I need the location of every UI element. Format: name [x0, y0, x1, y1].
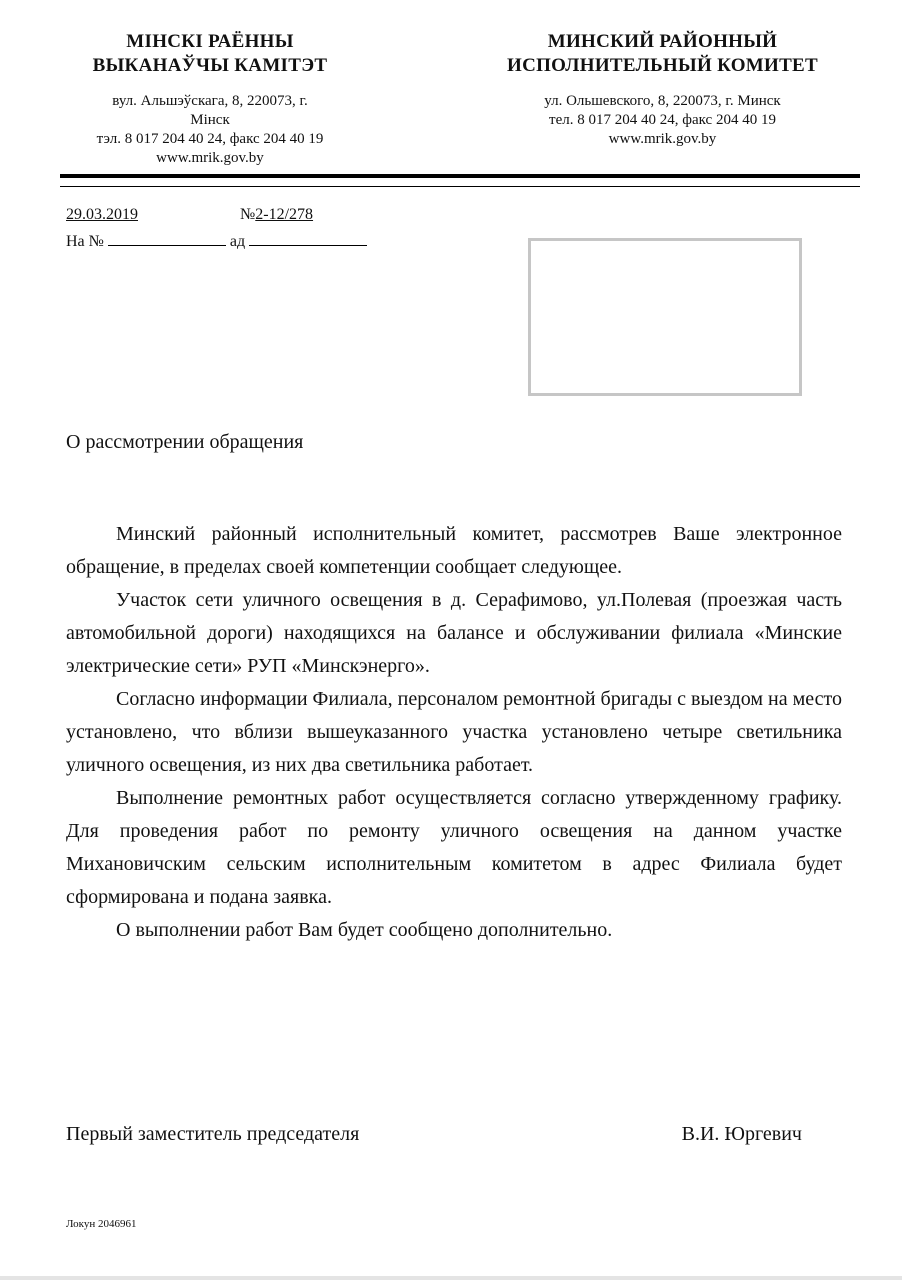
header-divider-thick — [60, 174, 860, 178]
header-divider-thin — [60, 186, 860, 187]
phone-by: тэл. 8 017 204 40 24, факс 204 40 19 — [96, 131, 324, 147]
document-date: 29.03.2019 — [66, 206, 138, 223]
signer-position: Первый заместитель председателя — [66, 1123, 360, 1145]
addressee-box — [528, 238, 802, 396]
address-by-line2: Мінск — [190, 112, 230, 128]
paragraph: О выполнении работ Вам будет сообщено дополнительно. — [116, 919, 613, 941]
reference-line — [66, 231, 367, 252]
paragraph: Выполнение ремонтных работ осуществляется согласно утвержденному графику. Для проведения работ по ремонту уличного освещения на данном участке Михановичским сельским исполнительным комитетом в адрес Филиала будет сформирована и подана заявка. — [66, 787, 842, 908]
org-title-ru-line1: МИНСКИЙ РАЙОННЫЙ — [547, 31, 778, 52]
website-ru: www.mrik.gov.by — [608, 131, 717, 147]
paragraph: Согласно информации Филиала, персоналом ремонтной бригады с выездом на место установлено, что вблизи вышеуказанного участка установлено четыре светильника уличного освещения, из них два светильника работает. — [66, 688, 842, 776]
address-by-line1: вул. Альшэўскага, 8, 220073, г. — [112, 93, 308, 109]
letterhead-belarusian — [60, 30, 360, 168]
website-by: www.mrik.gov.by — [156, 150, 264, 166]
paragraph: Участок сети уличного освещения в д. Серафимово, ул.Полевая (проезжая часть автомобильной дороги) находящихся на балансе и обслуживании филиала «Минские электрические сети» РУП «Минскэнерго». — [66, 589, 842, 677]
paragraph: Минский районный исполнительный комитет, рассмотрев Ваше электронное обращение, в пределах своей компетенции сообщает следующее. — [66, 523, 842, 578]
executor-note: Локун 2046961 — [66, 1218, 137, 1230]
org-title-ru-line2: ИСПОЛНИТЕЛЬНЫЙ КОМИТЕТ — [506, 55, 819, 76]
letterhead-russian — [490, 30, 835, 149]
subject: О рассмотрении обращения — [66, 431, 304, 453]
signature-block — [66, 1123, 802, 1146]
letter-body — [66, 518, 842, 947]
number-label: № — [240, 206, 256, 223]
org-title-by-line2: ВЫКАНАЎЧЫ КАМІТЭТ — [92, 55, 328, 76]
registration-line — [66, 205, 379, 225]
page-bottom-edge — [0, 1276, 902, 1280]
document-number: 2-12/278 — [255, 206, 314, 223]
org-title-by-line1: МІНСКІ РАЁННЫ — [126, 31, 294, 52]
ref-date-blank — [249, 231, 367, 246]
ref-label: На № — [66, 233, 104, 250]
signer-name: В.И. Юргевич — [681, 1123, 802, 1145]
ref-from-label: ад — [229, 233, 246, 250]
address-ru: ул. Ольшевского, 8, 220073, г. Минск — [544, 93, 781, 109]
phone-ru: тел. 8 017 204 40 24, факс 204 40 19 — [549, 112, 776, 128]
ref-number-blank — [108, 231, 226, 246]
